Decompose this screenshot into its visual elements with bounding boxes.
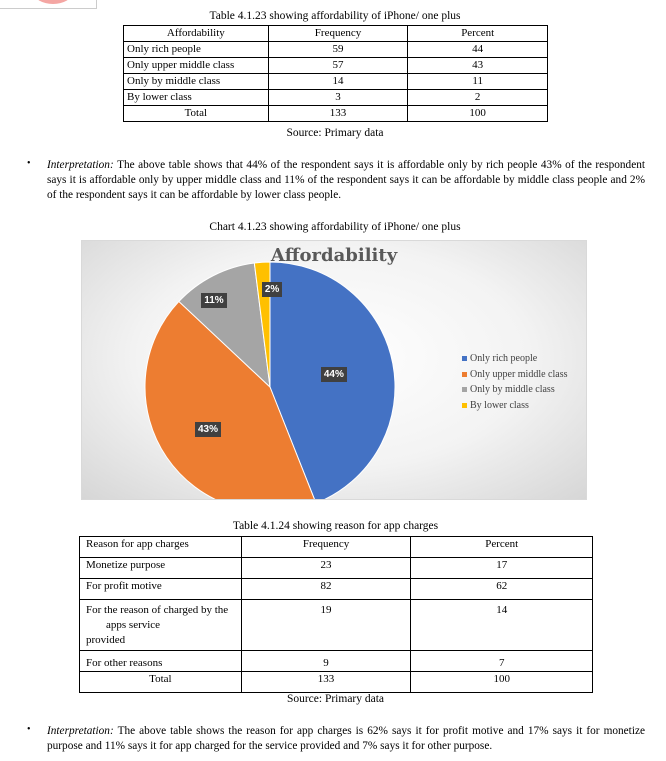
interpretation-label: Interpretation: — [47, 159, 114, 171]
table-row — [80, 600, 593, 651]
chart-title: Affordability — [270, 245, 398, 266]
header-cell: Frequency — [241, 537, 411, 558]
legend-item — [462, 367, 567, 383]
table-header-row — [124, 26, 548, 42]
table-cell: By lower class — [124, 90, 269, 106]
interpretation-text: The above table shows that 44% of the respondent says it is affordable only by rich people 43% of the respondent says it is affordable only by upper middle class and 11% of the respondent says it can be affordable by middle class people and 2% of the respondent says it can be affordable by lower class people. — [47, 159, 645, 201]
table-cell: 2 — [408, 90, 548, 106]
interpretation-paragraph — [47, 158, 645, 203]
table-row — [124, 90, 548, 106]
table-cell: Only by middle class — [124, 74, 269, 90]
header-cell: Frequency — [268, 26, 408, 42]
table-cell: For profit motive — [80, 579, 242, 600]
legend-swatch — [462, 356, 467, 361]
table-row — [80, 579, 593, 600]
pie-data-label: 43% — [195, 422, 221, 437]
bullet: • — [27, 724, 31, 735]
table-total-row — [124, 106, 548, 122]
table-cell: Only upper middle class — [124, 58, 269, 74]
table-cell: Monetize purpose — [80, 558, 242, 579]
pie-data-label: 2% — [262, 282, 282, 297]
affordability-table — [123, 25, 548, 122]
app-charges-table — [79, 536, 593, 693]
table-cell: 11 — [408, 74, 548, 90]
legend-swatch — [462, 372, 467, 377]
table1-caption: Table 4.1.23 showing affordability of iPhone/ one plus — [209, 10, 461, 22]
table-cell: 19 — [241, 600, 411, 651]
cell-line: apps service — [106, 619, 161, 631]
legend-label: Only upper middle class — [470, 368, 568, 380]
table-cell: 14 — [268, 74, 408, 90]
header-cell: Percent — [411, 537, 593, 558]
table-header-row — [80, 537, 593, 558]
table1-source: Source: Primary data — [286, 127, 384, 139]
cell-line: provided — [86, 634, 126, 646]
interpretation-text: The above table shows the reason for app charges is 62% says it for profit motive and 17% says it for monetize purpose and 11% says it for app charged for the service provided and 7% says it for other purpose. — [47, 725, 645, 752]
interpretation-label: Interpretation: — [47, 725, 114, 737]
table-row — [124, 58, 548, 74]
table2-caption: Table 4.1.24 showing reason for app charges — [232, 520, 439, 532]
table-cell: 133 — [241, 672, 411, 693]
table-cell: 23 — [241, 558, 411, 579]
bullet: • — [27, 158, 31, 169]
table-cell: 17 — [411, 558, 593, 579]
header-cell: Affordability — [124, 26, 269, 42]
chart-caption: Chart 4.1.23 showing affordability of iPhone/ one plus — [209, 221, 461, 233]
table-cell: Total — [80, 672, 242, 693]
cell-line: For the reason of charged by the — [86, 604, 229, 616]
table-cell: 62 — [411, 579, 593, 600]
table-cell: 14 — [411, 600, 593, 651]
header-cell: Reason for app charges — [80, 537, 242, 558]
table-cell: 57 — [268, 58, 408, 74]
table-cell: 43 — [408, 58, 548, 74]
legend-swatch — [462, 387, 467, 392]
table-cell: 100 — [411, 672, 593, 693]
table-cell: For other reasons — [80, 651, 242, 672]
table2-source: Source: Primary data — [286, 693, 385, 705]
legend-swatch — [462, 403, 467, 408]
chart-legend — [462, 351, 567, 413]
legend-item — [462, 398, 567, 414]
header-cell: Percent — [408, 26, 548, 42]
table-cell: Total — [124, 106, 269, 122]
table-cell — [80, 600, 242, 651]
legend-item — [462, 351, 567, 367]
table-total-row — [80, 672, 593, 693]
table-row — [124, 42, 548, 58]
table-row — [80, 558, 593, 579]
pie-data-label: 44% — [321, 367, 347, 382]
interpretation-paragraph — [47, 724, 645, 754]
pie-chart-area — [81, 240, 587, 500]
table-cell: 100 — [408, 106, 548, 122]
pie-data-label: 11% — [201, 293, 226, 308]
table-cell: 133 — [268, 106, 408, 122]
table-cell: 9 — [241, 651, 411, 672]
legend-label: Only by middle class — [470, 384, 555, 395]
table-cell: 82 — [241, 579, 411, 600]
legend-label: By lower class — [470, 399, 529, 411]
table-cell: Only rich people — [124, 42, 269, 58]
table-cell: 3 — [268, 90, 408, 106]
table-row — [124, 74, 548, 90]
legend-label: Only rich people — [470, 353, 538, 364]
table-cell: 44 — [408, 42, 548, 58]
legend-item — [462, 382, 567, 398]
table-row — [80, 651, 593, 672]
table-cell: 59 — [268, 42, 408, 58]
table-cell: 7 — [411, 651, 593, 672]
